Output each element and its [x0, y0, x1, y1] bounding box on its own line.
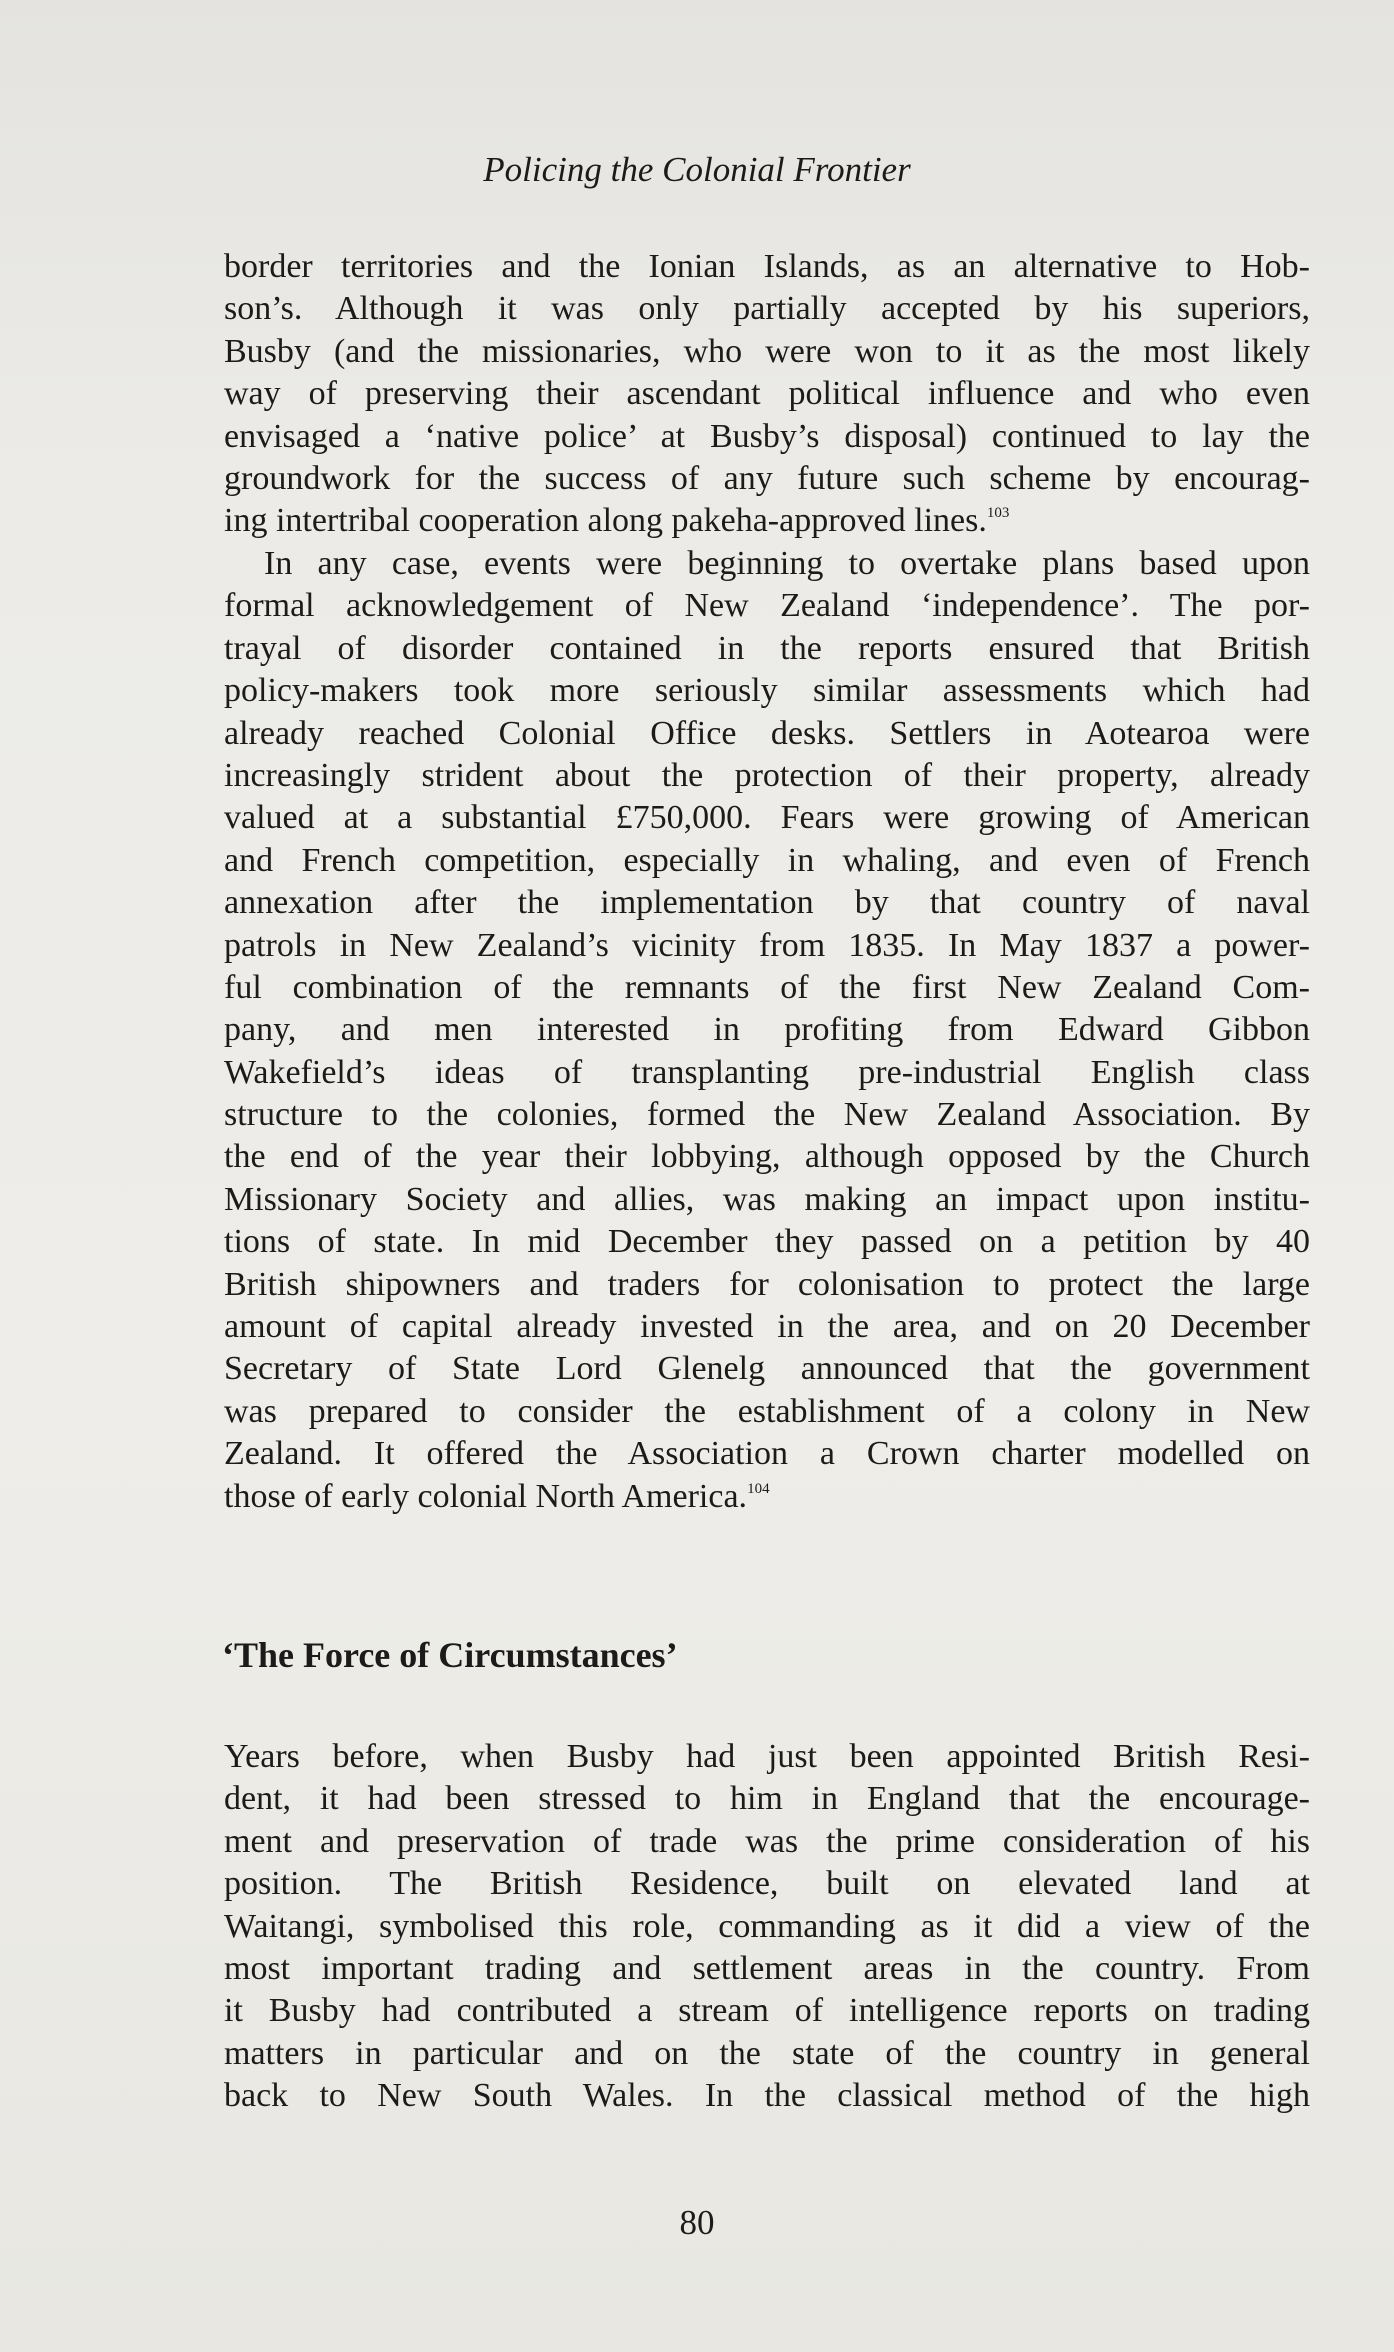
text-line: most important trading and settlement areas in the country. From	[224, 1949, 1310, 1987]
text-line	[224, 1476, 1310, 1518]
text-line: envisaged a ‘native police’ at Busby’s disposal) continued to lay the	[224, 417, 1310, 455]
footnote-ref: 104	[747, 1480, 770, 1497]
text-line: increasingly strident about the protection of their property, already	[224, 756, 1310, 794]
text-line: Zealand. It offered the Association a Crown charter modelled on	[224, 1435, 1310, 1473]
text-line: formal acknowledgement of New Zealand ‘independence’. The por-	[224, 587, 1310, 625]
paragraph-2	[224, 543, 1310, 1518]
text-line: In any case, events were beginning to overtake plans based upon	[264, 545, 1310, 582]
text-line: trayal of disorder contained in the reports ensured that British	[224, 629, 1310, 667]
text-line: border territories and the Ionian Islands, as an alternative to Hob-	[224, 248, 1310, 285]
text-line: patrols in New Zealand’s vicinity from 1835. In May 1837 a power-	[224, 926, 1310, 964]
text-line: policy-makers took more seriously similar assessments which had	[224, 672, 1310, 710]
text-line: ment and preservation of trade was the prime consideration of his	[224, 1822, 1310, 1860]
text-line: way of preserving their ascendant political influence and who even	[224, 375, 1310, 413]
text-line: valued at a substantial £750,000. Fears were growing of American	[224, 799, 1310, 837]
paragraph-1	[224, 246, 1310, 543]
text-line: British shipowners and traders for colonisation to protect the large	[224, 1265, 1310, 1303]
text-line: pany, and men interested in profiting from Edward Gibbon	[224, 1011, 1310, 1049]
text-line: ful combination of the remnants of the first New Zealand Com-	[224, 968, 1310, 1006]
text-line: already reached Colonial Office desks. Settlers in Aotearoa were	[224, 714, 1310, 752]
text-line: was prepared to consider the establishment of a colony in New	[224, 1392, 1310, 1430]
text-line: Missionary Society and allies, was making an impact upon institu-	[224, 1180, 1310, 1218]
text-line: groundwork for the success of any future such scheme by encourag-	[224, 459, 1310, 497]
text-line-content: ing intertribal cooperation along pakeha-approved lines.	[224, 502, 987, 540]
text-line: Secretary of State Lord Glenelg announced that the government	[224, 1350, 1310, 1388]
page-number: 80	[679, 2203, 715, 2242]
text-line: matters in particular and on the state of the country in general	[224, 2034, 1310, 2072]
paragraph-3	[224, 1736, 1310, 2118]
text-line: structure to the colonies, formed the New Zealand Association. By	[224, 1096, 1310, 1134]
text-line: Years before, when Busby had just been appointed British Resi-	[224, 1738, 1310, 1775]
text-line: the end of the year their lobbying, although opposed by the Church	[224, 1138, 1310, 1176]
text-line: and French competition, especially in whaling, and even of French	[224, 841, 1310, 879]
text-line: amount of capital already invested in the area, and on 20 December	[224, 1308, 1310, 1346]
footnote-ref: 103	[986, 505, 1010, 522]
text-line: dent, it had been stressed to him in England that the encourage-	[224, 1780, 1310, 1818]
text-line	[224, 500, 1310, 542]
text-line: Busby (and the missionaries, who were won to it as the most likely	[224, 332, 1310, 370]
text-line: it Busby had contributed a stream of intelligence reports on trading	[224, 1992, 1310, 2030]
running-head: Policing the Colonial Frontier	[483, 150, 911, 189]
text-line: tions of state. In mid December they passed on a petition by 40	[224, 1223, 1310, 1261]
text-line: Wakefield’s ideas of transplanting pre-industrial English class	[224, 1053, 1310, 1091]
text-line: back to New South Wales. In the classical method of the high	[224, 2077, 1310, 2115]
text-line: Waitangi, symbolised this role, commanding as it did a view of the	[224, 1907, 1310, 1945]
text-line: annexation after the implementation by that country of naval	[224, 884, 1310, 922]
text-line-content: those of early colonial North America.	[224, 1477, 748, 1515]
section-heading: ‘The Force of Circumstances’	[222, 1635, 678, 1675]
text-line: position. The British Residence, built on elevated land at	[224, 1865, 1310, 1903]
text-line: son’s. Although it was only partially accepted by his superiors,	[224, 290, 1310, 328]
